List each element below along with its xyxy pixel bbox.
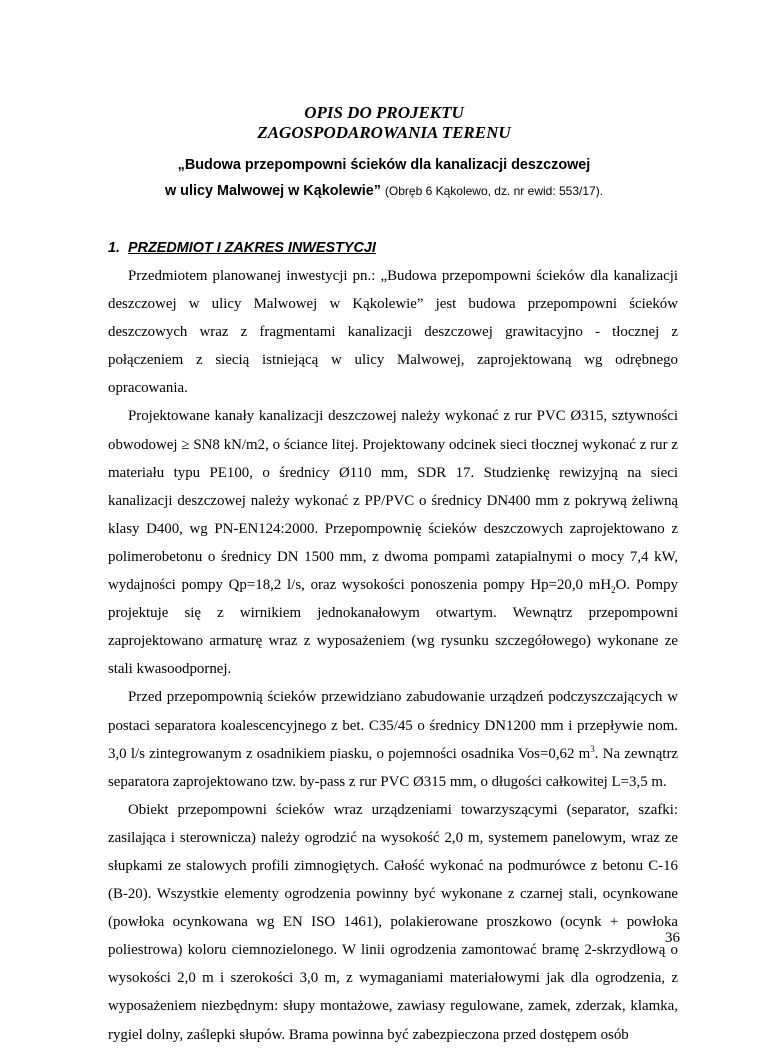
paragraph-2-text: Projektowane kanały kanalizacji deszczowej należy wykonać z rur PVC Ø315, sztywności obwodowej ≥ SN8 kN/m2, o ściance litej. Projektowany odcinek sieci tłocznej wykonać z rur z materiału typu PE100, o średnicy Ø110 mm, SDR 17. Studzienkę rewizyjną na sieci kanalizacji deszczowej należy wykonać z PP/PVC o średnicy DN400 mm z pokrywą żeliwną klasy D400, wg PN-EN124:2000. Przepompownię ścieków deszczowych zaprojektowano z polimerobetonu o średnicy DN 1500 mm, z dwoma pompami zatapialnymi o mocy 7,4 kW, wydajności pompy Qp=18,2 l/s, oraz wysokości ponoszenia pompy Hp=20,0 mH bbox=[108, 408, 678, 594]
paragraph-3 bbox=[108, 683, 678, 795]
document-title-line-1: OPIS DO PROJEKTU bbox=[304, 103, 464, 122]
paragraph-2 bbox=[108, 402, 678, 683]
paragraph-3-text: Przed przepompownią ścieków przewidziano zabudowanie urządzeń podczyszczających w postaci separatora koalescencyjnego z bet. C35/45 o średnicy DN1200 mm i przepływie nom. 3,0 l/s zintegrowanym z osadnikiem piasku, o pojemności osadnika Vos=0,62 m bbox=[108, 689, 678, 762]
paragraph-4: Obiekt przepompowni ścieków wraz urządzeniami towarzyszącymi (separator, szafki: zasilająca i sterownicza) należy ogrodzić na wysokość 2,0 m, systemem panelowym, wraz ze słupkami ze stalowych profili zimnogiętych. Całość wykonać na podmurówce z betonu C-16 (B-20). Wszystkie elementy ogrodzenia powinny być wykonane z czarnej stali, ocynkowane (powłoka ocynkowana wg EN ISO 1461), polakierowane proszkowo (ocynk + powłoka poliestrowa) koloru ciemnozielonego. W linii ogrodzenia zamontować bramę 2-skrzydłową o wysokości 2,0 m i szerokości 3,0 m, z wymaganiami materiałowymi jak dla ogrodzenia, z wyposażeniem niezbędnym: słupy montażowe, zawiasy regulowane, zamek, zderzak, klamka, rygiel dolny, zaślepki słupów. Brama powinna być zabezpieczona przed dostępem osób bbox=[108, 801, 678, 1043]
paragraph-1: Przedmiotem planowanej inwestycji pn.: „Budowa przepompowni ścieków dla kanalizacji deszczowej w ulicy Malwowej w Kąkolewie” jest budowa przepompowni ścieków deszczowych wraz z fragmentami kanalizacji deszczowej grawitacyjno - tłocznej z połączeniem z siecią istniejącą w ulicy Malwowej, zaprojektowaną wg odrębnego opracowania. bbox=[108, 268, 678, 397]
project-name-line-1: „Budowa przepompowni ścieków dla kanalizacji deszczowej bbox=[177, 157, 591, 173]
paragraph-3-text-end: . Na zewnątrz separatora zaprojektowano tzw. by-pass z rur PVC Ø315 mm, o długości całkowitej L=3,5 m. bbox=[108, 745, 679, 790]
page-number: 36 bbox=[665, 930, 680, 946]
section-number: 1. bbox=[108, 240, 121, 256]
project-plot-reference: (Obręb 6 Kąkolewo, dz. nr ewid: 553/17). bbox=[384, 184, 604, 198]
project-name-line-2 bbox=[0, 181, 768, 201]
paragraph-3-superscript: 3 bbox=[590, 743, 595, 754]
project-name-text: w ulicy Malwowej w Kąkolewie” bbox=[164, 183, 381, 199]
document-title-line-2: ZAGOSPODAROWANIA TERENU bbox=[257, 123, 511, 142]
paragraph-2-subscript: 2 bbox=[611, 585, 616, 595]
section-title: PRZEDMIOT I ZAKRES INWESTYCJI bbox=[128, 240, 376, 256]
paragraph-2-text-end: O. Pompy projektuje się z wirnikiem jednokanałowym otwartym. Wewnątrz przepompowni zaprojektowano armaturę wraz z wyposażeniem (wg rysunku szczegółowego) wykonane ze stali kwasoodpornej. bbox=[108, 577, 678, 678]
section-heading bbox=[108, 238, 376, 258]
